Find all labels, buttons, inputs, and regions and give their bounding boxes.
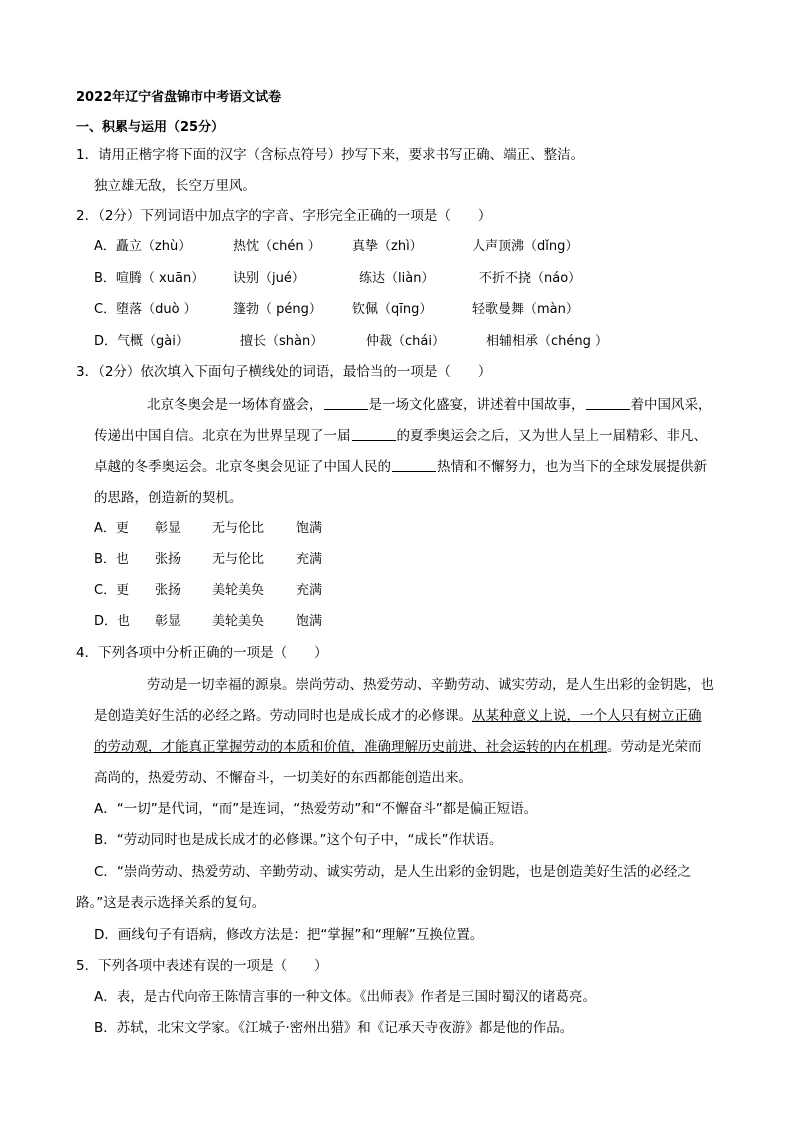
q2-option-a-2: 热忱（chén ） — [233, 239, 321, 254]
fill-blank-4 — [392, 459, 436, 472]
question-4-stem: 4．下列各项中分析正确的一项是（ ） — [76, 645, 328, 661]
section-heading: 一、积累与运用（25分） — [76, 120, 225, 135]
underlined-sentence-part-1: 从某种意义上说，一个人只有树立正确 — [472, 708, 702, 724]
q2-option-d-1: D．气概（gài） — [94, 334, 189, 349]
q3-option-c-3: 美轮美奂 — [212, 583, 265, 598]
q2-option-d-3: 仲裁（chái） — [366, 334, 445, 349]
q3-paragraph-line-1: 北京冬奥会是一场体育盛会， 是一场文化盛宴，讲述着中国故事， 着中国风采， — [147, 397, 712, 413]
q3-option-d-4: 饱满 — [296, 614, 323, 629]
q2-option-d-2: 擅长（shàn） — [240, 334, 324, 349]
q3-option-d-3: 美轮美奂 — [212, 614, 265, 629]
q3-option-a-4: 饱满 — [296, 521, 323, 536]
q3-option-a-2: 彰显 — [155, 521, 182, 536]
fill-blank-2 — [586, 397, 630, 410]
q3-option-b-2: 张扬 — [155, 552, 182, 567]
q3-option-c-1: C．更 — [94, 583, 130, 598]
question-5-stem: 5．下列各项中表述有误的一项是（ ） — [76, 958, 328, 974]
q4-paragraph-line-1: 劳动是一切幸福的源泉。崇尚劳动、热爱劳动、辛勤劳动、诚实劳动，是人生出彩的金钥匙，也 — [147, 677, 714, 693]
q3-paragraph-line-3: 卓越的冬季奥运会。北京冬奥会见证了中国人民的 热情和不懈努力，也为当下的全球发展提供新 — [94, 459, 707, 475]
fill-blank-1 — [324, 397, 368, 410]
q3-option-b-1: B．也 — [94, 552, 129, 567]
question-2-stem: 2．（2分）下列词语中加点字的字音、字形完全正确的一项是（ ） — [76, 208, 492, 224]
q2-option-b-3: 练达（liàn） — [359, 271, 435, 286]
q4-option-b: B．“劳动同时也是成长成才的必修课。”这个句子中，“成长”作状语。 — [94, 832, 503, 848]
underlined-sentence-part-2: 的劳动观，才能真正掌握劳动的本质和价值，准确理解历史前进、社会运转的内在机理 — [94, 739, 607, 755]
q2-option-b-1: B．喧腾（ xuān） — [94, 271, 205, 286]
q2-option-c-3: 钦佩（qīng） — [352, 302, 433, 317]
q3-option-a-1: A．更 — [94, 521, 129, 536]
q3-option-b-3: 无与伦比 — [212, 552, 265, 567]
q2-option-c-1: C．堕落（duò ） — [94, 302, 197, 317]
fill-blank-3 — [352, 428, 396, 441]
q2-option-c-2: 篷勃（ péng） — [233, 302, 322, 317]
question-3-stem: 3．（2分）依次填入下面句子横线处的词语，最恰当的一项是（ ） — [76, 364, 492, 380]
q4-option-d: D．画线句子有语病，修改方法是：把“掌握”和“理解”互换位置。 — [94, 927, 484, 943]
q4-option-c-line-2: 路。”这是表示选择关系的复句。 — [76, 895, 266, 911]
q4-option-c-line-1: C．“崇尚劳动、热爱劳动、辛勤劳动、诚实劳动，是人生出彩的金钥匙，也是创造美好生活的必经之 — [94, 864, 691, 880]
q5-option-b: B．苏轼，北宋文学家。《江城子·密州出猎》和《记承天寺夜游》都是他的作品。 — [94, 1020, 574, 1036]
q4-paragraph-line-4: 高尚的，热爱劳动、不懈奋斗，一切美好的东西都能创造出来。 — [94, 770, 472, 786]
q2-option-b-2: 诀别（jué） — [233, 271, 305, 286]
q3-paragraph-line-4: 的思路，创造新的契机。 — [94, 490, 243, 506]
q3-option-d-2: 彰显 — [155, 614, 182, 629]
q4-paragraph-line-3: 的劳动观，才能真正掌握劳动的本质和价值，准确理解历史前进、社会运转的内在机理。劳动是光荣而 — [94, 739, 702, 755]
q3-option-c-4: 充满 — [296, 583, 323, 598]
q3-option-d-1: D．也 — [94, 614, 131, 629]
q2-option-a-3: 真挚（zhì） — [352, 239, 423, 254]
q3-option-b-4: 充满 — [296, 552, 323, 567]
question-1-stem: 1．请用正楷字将下面的汉字（含标点符号）抄写下来，要求书写正确、端正、整洁。 — [76, 147, 585, 163]
q4-option-a: A．“一切”是代词，“而”是连词，“热爱劳动”和“不懈奋斗”都是偏正短语。 — [94, 801, 538, 817]
q3-option-c-2: 张扬 — [155, 583, 182, 598]
q2-option-a-4: 人声顶沸（dǐng） — [472, 239, 579, 254]
q2-option-c-4: 轻歌曼舞（màn） — [472, 302, 579, 317]
page-title: 2022年辽宁省盘锦市中考语文试卷 — [76, 90, 282, 105]
question-1-text: 独立雄无敌，长空万里风。 — [94, 178, 256, 194]
q3-paragraph-line-2: 传递出中国自信。北京在为世界呈现了一届 的夏季奥运会之后，又为世人呈上一届精彩、非凡、 — [94, 428, 707, 444]
q3-option-a-3: 无与伦比 — [212, 521, 265, 536]
q5-option-a: A．表，是古代向帝王陈情言事的一种文体。《出师表》作者是三国时蜀汉的诸葛亮。 — [94, 989, 596, 1005]
q2-option-b-4: 不折不挠（náo） — [479, 271, 582, 286]
q4-paragraph-line-2: 是创造美好生活的必经之路。劳动同时也是成长成才的必修课。从某种意义上说，一个人只有树立正确 — [94, 708, 702, 724]
q2-option-d-4: 相辅相承（chéng ） — [486, 334, 609, 349]
q2-option-a-1: A．矗立（zhù） — [94, 239, 192, 254]
